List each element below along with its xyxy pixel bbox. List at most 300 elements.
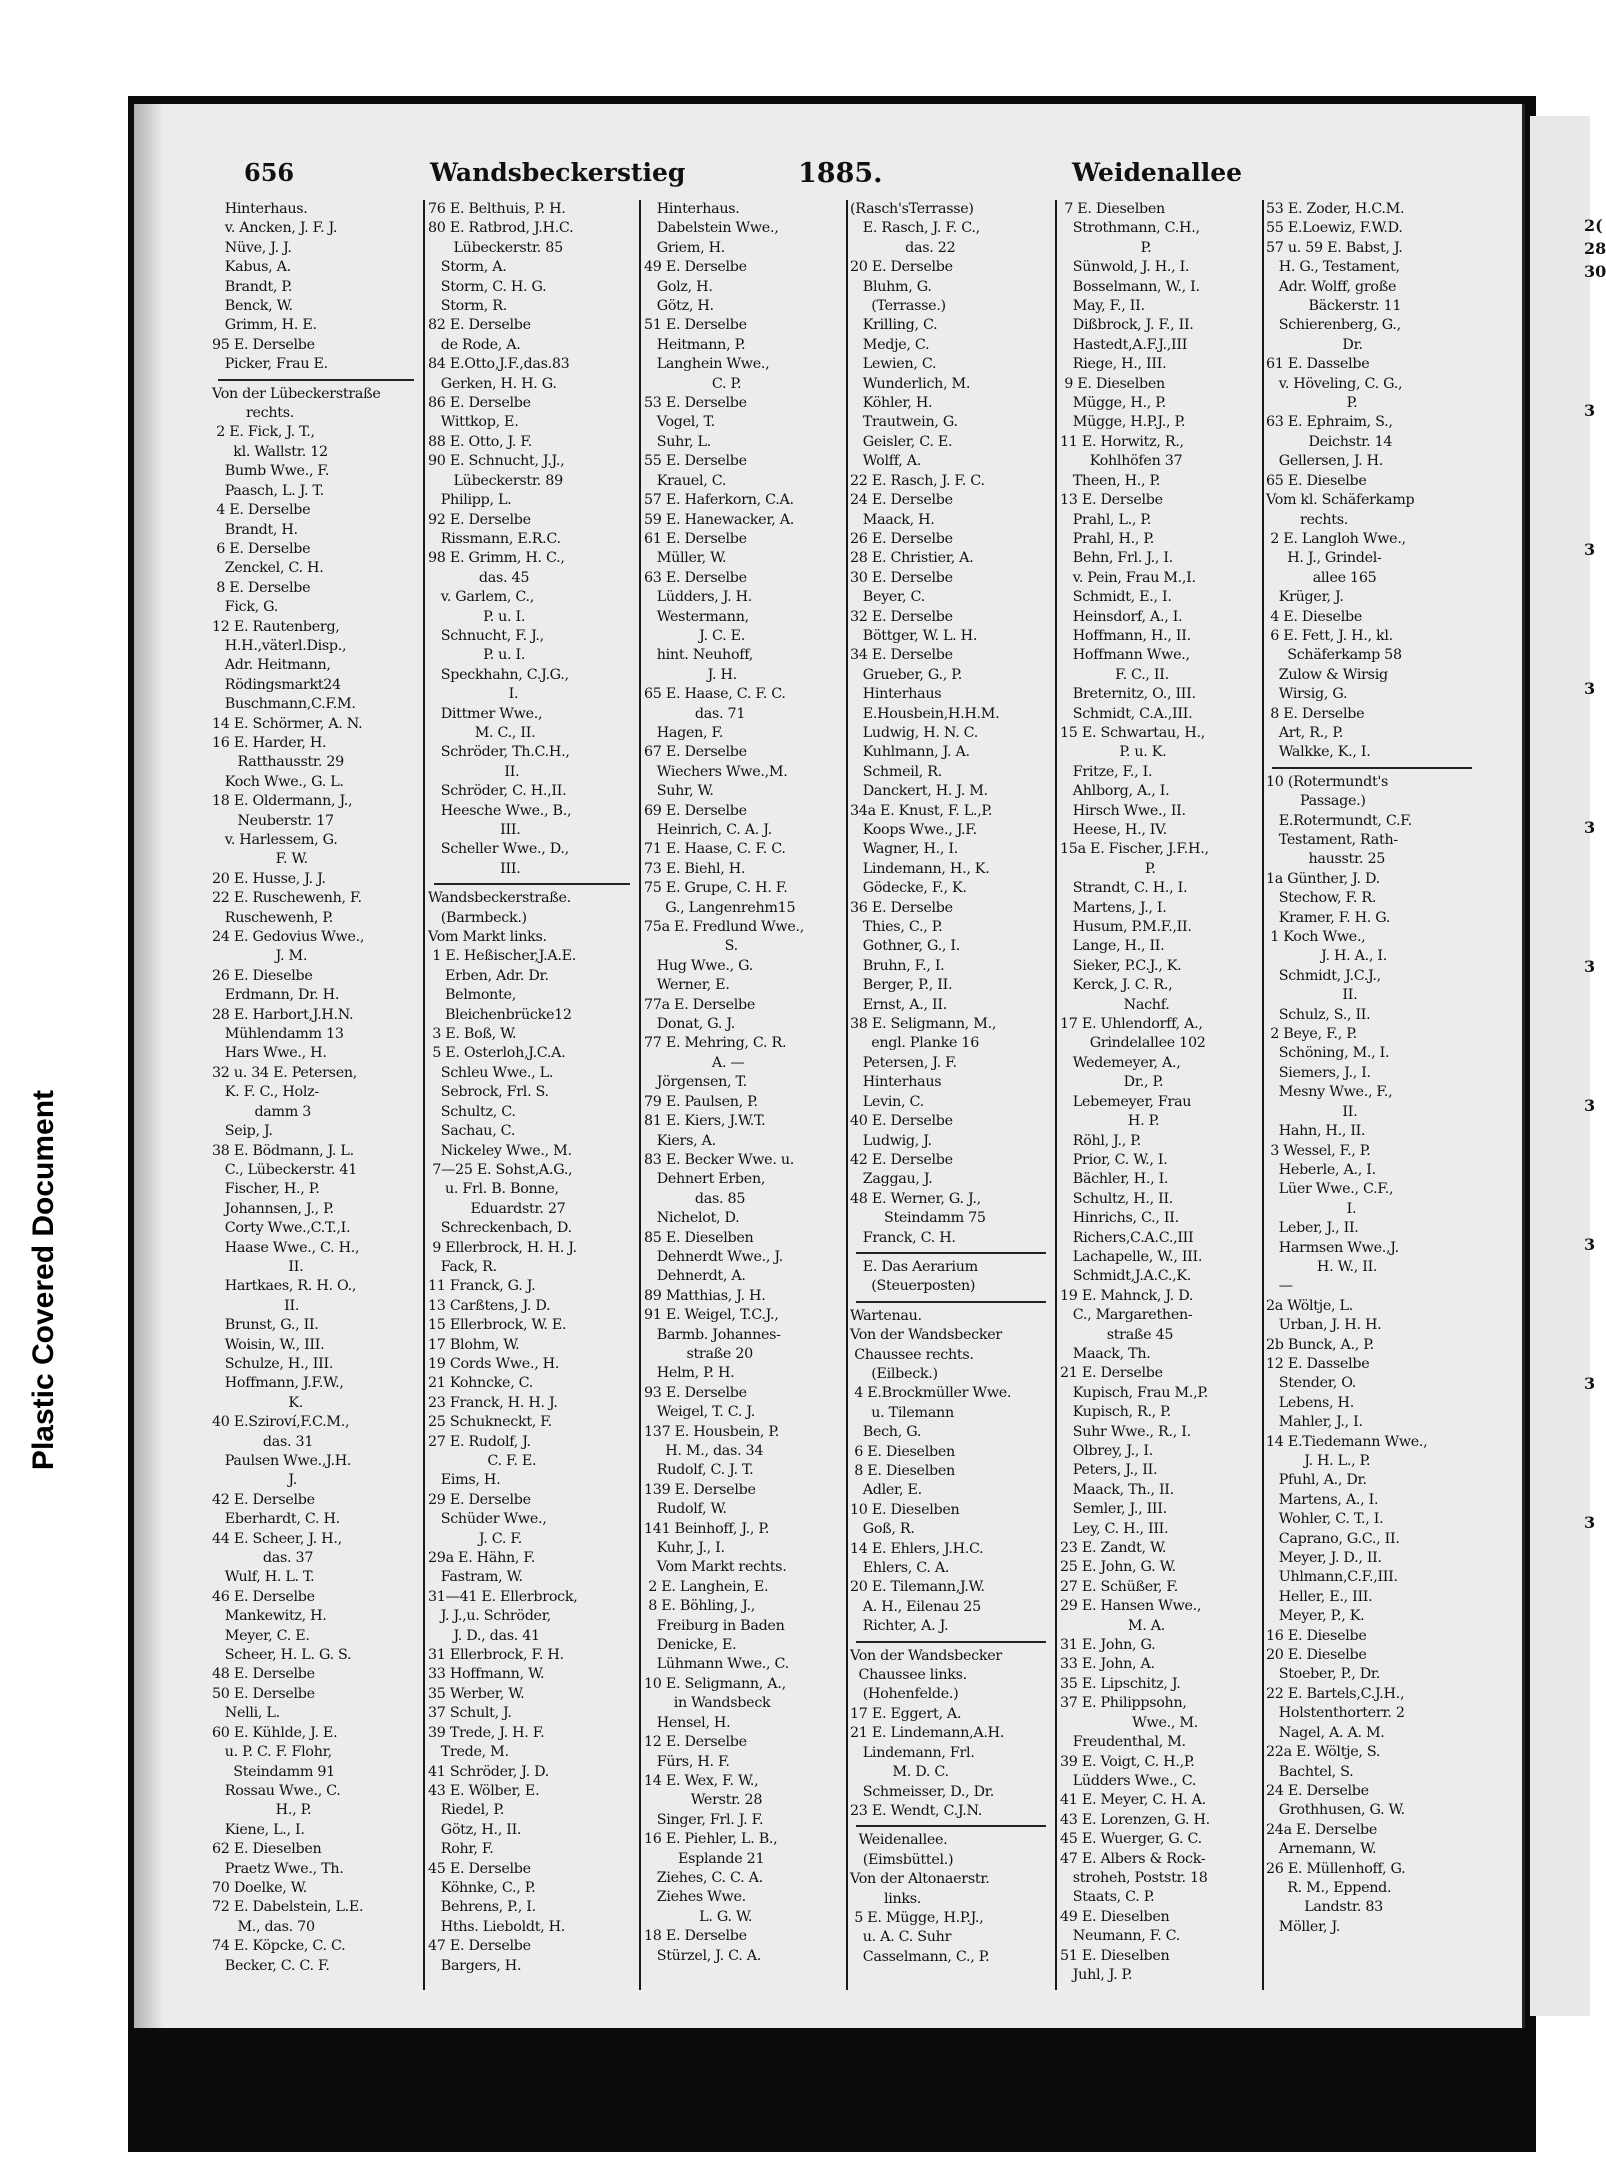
directory-entry-line: Trede, M. (428, 1744, 509, 1761)
directory-entry-line: 62 E. Dieselben (212, 1841, 322, 1858)
directory-entry-line: in Wandsbeck (644, 1695, 771, 1712)
directory-entry-line: Beyer, C. (850, 589, 925, 606)
directory-entry-line: Steindamm 91 (212, 1763, 335, 1780)
directory-entry-line: G., Langenrehm15 (644, 899, 796, 916)
directory-entry-line: P. u. I. (428, 608, 526, 625)
directory-entry-line: Heinsdorf, A., I. (1060, 608, 1183, 625)
directory-entry-line: 20 E. Husse, J. J. (212, 870, 326, 887)
directory-entry-line: Olbrey, J., I. (1060, 1443, 1153, 1459)
directory-entry-line: 141 Beinhoff, J., P. (644, 1520, 770, 1537)
directory-entry-line: Bachtel, S. (1266, 1763, 1354, 1780)
directory-entry-line: de Rode, A. (428, 336, 521, 353)
directory-entry-line: Vom Markt links. (428, 929, 547, 946)
directory-entry-line: 43 E. Wölber, E. (428, 1782, 540, 1799)
directory-entry-line: 5 E. Osterloh,J.C.A. (428, 1045, 566, 1062)
directory-entry-line: 22a E. Wöltje, S. (1266, 1744, 1381, 1761)
directory-entry-line: 16 E. Piehler, L. B., (644, 1831, 778, 1848)
directory-entry-line: 45 E. Derselbe (428, 1860, 531, 1877)
directory-entry-line: Langhein Wwe., (644, 356, 770, 373)
street-heading-right: Weidenallee (1072, 158, 1243, 187)
column-3 (644, 200, 844, 2000)
column-1 (212, 200, 420, 2000)
directory-entry-line: Erdmann, Dr. H. (212, 987, 340, 1004)
directory-entry-line: J. C. F. (428, 1530, 523, 1547)
directory-entry-line: Lewien, C. (850, 356, 937, 373)
directory-entry-line: Uhlmann,C.F.,III. (1266, 1569, 1398, 1586)
directory-entry-line: I. (428, 686, 519, 703)
directory-entry-line: Krauel, C. (644, 472, 727, 489)
directory-entry-line: Koch Wwe., G. L. (212, 773, 344, 790)
directory-entry-line: H.H.,väterl.Disp., (212, 637, 347, 654)
directory-entry-line: Richter, A. J. (850, 1618, 949, 1635)
directory-entry-line: das. 85 (644, 1190, 746, 1207)
directory-entry-line: H. J., Grindel- (1266, 550, 1382, 567)
directory-entry-line: Maack, Th., II. (1060, 1481, 1174, 1498)
directory-entry-line: kl. Wallstr. 12 (212, 443, 328, 460)
directory-entry-line: Schreckenbach, D. (428, 1220, 572, 1237)
directory-entry-line: 6 E. Derselbe (212, 540, 311, 557)
directory-entry-line: 28 E. Harbort,J.H.N. (212, 1006, 354, 1023)
directory-entry-line: Sünwold, J. H., I. (1060, 259, 1190, 276)
directory-entry-line: Kupisch, Frau M.,P. (1060, 1384, 1208, 1401)
directory-entry-line: Strothmann, C.H., (1060, 220, 1200, 237)
directory-entry-line: Wiechers Wwe.,M. (644, 763, 788, 780)
directory-entry-line: H. M., das. 34 (644, 1443, 764, 1459)
directory-entry-line: 27 E. Schüßer, F. (1060, 1578, 1178, 1595)
directory-entry-line: Dittmer Wwe., (428, 705, 543, 722)
directory-entry-line: Kerck, J. C. R., (1060, 977, 1173, 994)
directory-entry-line: J. M. (212, 948, 308, 965)
directory-entry-line: 137 E. Housbein, P. (644, 1423, 780, 1440)
directory-entry-line: Adler, E. (850, 1482, 922, 1499)
directory-entry-line: Storm, R. (428, 298, 507, 315)
directory-entry-line: P. (1060, 860, 1156, 877)
directory-entry-line: 51 E. Dieselben (1060, 1947, 1170, 1964)
section-divider (434, 883, 630, 885)
directory-entry-line: Vom Markt rechts. (644, 1559, 787, 1576)
directory-entry-line: Suhr Wwe., R., I. (1060, 1423, 1191, 1440)
directory-entry-line: 92 E. Derselbe (428, 511, 531, 528)
directory-entry-line: Schleu Wwe., L. (428, 1064, 554, 1081)
directory-entry-line: M. A. (1060, 1617, 1166, 1634)
directory-entry-line: Becker, C. C. F. (212, 1957, 330, 1974)
directory-entry-line: Meyer, J. D., II. (1266, 1550, 1382, 1567)
directory-entry-line: Lüer Wwe., C.F., (1266, 1181, 1394, 1198)
directory-entry-line: Mügge, H.P.J., P. (1060, 414, 1186, 431)
directory-entry-line: Hinterhaus (850, 686, 942, 703)
directory-entry-line: Zaggau, J. (850, 1171, 933, 1188)
directory-entry-line: Zenckel, C. H. (212, 560, 324, 577)
directory-entry-line: Woisin, W., III. (212, 1336, 325, 1353)
directory-entry-line: Ernst, A., II. (850, 996, 947, 1013)
directory-entry-line: C. P. (644, 375, 742, 392)
directory-entry-line: Grothhusen, G. W. (1266, 1802, 1405, 1819)
directory-entry-line: Bruhn, F., I. (850, 957, 945, 974)
directory-entry-line: Wulf, H. L. T. (212, 1569, 315, 1586)
directory-entry-line: Heller, E., III. (1266, 1588, 1373, 1605)
directory-entry-line: Dabelstein Wwe., (644, 220, 779, 237)
directory-entry-line: Heinrich, C. A. J. (644, 822, 772, 838)
directory-entry-line: 23 E. Wendt, C.J.N. (850, 1802, 983, 1819)
directory-entry-line: Hinrichs, C., II. (1060, 1210, 1179, 1227)
directory-entry-line: Rudolf, C. J. T. (644, 1462, 754, 1479)
directory-entry-line: Prahl, H., P. (1060, 530, 1155, 547)
directory-entry-line: das. 45 (428, 569, 530, 586)
section-divider (856, 1252, 1046, 1254)
directory-entry-line: 65 E. Dieselbe (1266, 472, 1367, 489)
directory-entry-line: v. Harlessem, G. (212, 832, 338, 848)
directory-entry-line: Storm, C. H. G. (428, 278, 547, 295)
directory-entry-line: 15a E. Fischer, J.F.H., (1060, 841, 1209, 858)
directory-entry-line: Harmsen Wwe.,J. (1266, 1239, 1399, 1256)
directory-entry-line: Heberle, A., I. (1266, 1161, 1376, 1178)
directory-entry-line: Hoffmann, J.F.W., (212, 1375, 344, 1392)
directory-entry-line: 8 E. Dieselben (850, 1463, 955, 1479)
directory-entry-line: 23 Franck, H. H. J. (428, 1394, 558, 1411)
next-page-fragment: 3 (1584, 1374, 1596, 1393)
directory-entry-line: 1a Günther, J. D. (1266, 870, 1380, 887)
directory-entry-line: 33 Hoffmann, W. (428, 1666, 545, 1683)
directory-entry-line: 37 E. Philippsohn, (1060, 1695, 1187, 1712)
directory-entry-line: III. (428, 860, 521, 877)
directory-entry-line: Hirsch Wwe., II. (1060, 802, 1186, 819)
directory-entry-line: A. — (644, 1054, 745, 1071)
side-label-text: Plastic Covered Document (27, 1089, 60, 1471)
directory-entry-line: 93 E. Derselbe (644, 1384, 747, 1401)
directory-entry-line: 5 E. Mügge, H.P.J., (850, 1909, 984, 1926)
directory-entry-line: 41 E. Meyer, C. H. A. (1060, 1792, 1206, 1809)
directory-entry-line: 31 E. John, G. (1060, 1637, 1156, 1654)
directory-entry-line: Leber, J., II. (1266, 1220, 1359, 1237)
directory-entry-line: 17 E. Uhlendorff, A., (1060, 1016, 1203, 1033)
directory-entry-line: Martens, A., I. (1266, 1491, 1379, 1508)
directory-entry-line: Esplande 21 (644, 1850, 765, 1867)
directory-entry-line: 39 Trede, J. H. F. (428, 1724, 545, 1741)
directory-entry-line: Hths. Lieboldt, H. (428, 1918, 566, 1935)
directory-entry-line: 39 E. Voigt, C. H.,P. (1060, 1753, 1195, 1770)
directory-entry-line: 38 E. Bödmann, J. L. (212, 1142, 354, 1159)
directory-entry-line: 2 E. Fick, J. T., (212, 424, 315, 441)
street-heading-left: Wandsbeckerstieg (430, 158, 686, 187)
directory-entry-line: 17 E. Eggert, A. (850, 1705, 962, 1722)
directory-entry-line: 15 E. Schwartau, H., (1060, 724, 1205, 741)
directory-entry-line: J. H. (644, 666, 737, 683)
directory-entry-line: Schöning, M., I. (1266, 1045, 1390, 1062)
directory-entry-line: Goß, R. (850, 1521, 915, 1538)
directory-entry-line: 73 E. Biehl, H. (644, 860, 746, 877)
directory-entry-line: Nagel, A. A. M. (1266, 1724, 1385, 1741)
column-rule (639, 200, 641, 1990)
directory-entry-line: hint. Neuhoff, (644, 647, 753, 664)
directory-entry-line: 19 E. Mahnck, J. D. (1060, 1287, 1194, 1304)
directory-entry-line: 74 E. Köpcke, C. C. (212, 1938, 346, 1955)
directory-entry-line: Schmidt, E., I. (1060, 589, 1172, 606)
section-divider (856, 1301, 1046, 1303)
directory-entry-line: P. u. K. (1060, 744, 1167, 761)
directory-entry-line: Scheer, H. L. G. S. (212, 1647, 352, 1664)
directory-entry-line: Grueber, G., P. (850, 666, 962, 683)
directory-entry-line: Hartkaes, R. H. O., (212, 1278, 357, 1295)
directory-entry-line: Landstr. 83 (1266, 1899, 1383, 1916)
directory-entry-line: Gellersen, J. H. (1266, 453, 1384, 470)
directory-entry-line: Eduardstr. 27 (428, 1200, 566, 1217)
directory-entry-line: Chaussee rechts. (850, 1346, 974, 1363)
directory-entry-line: Caprano, G.C., II. (1266, 1530, 1400, 1547)
directory-entry-line: Corty Wwe.,C.T.,I. (212, 1220, 351, 1237)
directory-entry-line: F. C., II. (1060, 666, 1169, 683)
directory-entry-line: Kramer, F. H. G. (1266, 909, 1391, 926)
directory-entry-line: Heesche Wwe., B., (428, 802, 572, 819)
directory-entry-line: Stechow, F. R. (1266, 890, 1377, 907)
directory-entry-line: Schäferkamp 58 (1266, 647, 1402, 664)
directory-entry-line: 14 E. Ehlers, J.H.C. (850, 1540, 984, 1557)
directory-entry-line: Dr., P. (1060, 1074, 1164, 1091)
directory-entry-line: 38 E. Seligmann, M., (850, 1016, 997, 1033)
directory-entry-line: C. F. E. (428, 1453, 537, 1469)
section-divider (856, 1641, 1046, 1643)
directory-entry-line: Schierenberg, G., (1266, 317, 1401, 334)
directory-entry-line: u. P. C. F. Flohr, (212, 1744, 332, 1761)
directory-entry-line: 34 E. Derselbe (850, 647, 953, 664)
directory-entry-line: 42 E. Derselbe (850, 1151, 953, 1168)
directory-entry-line: 90 E. Schnucht, J.J., (428, 453, 565, 470)
directory-entry-line: 24a E. Derselbe (1266, 1821, 1378, 1838)
directory-entry-line: 48 E. Werner, G. J., (850, 1190, 981, 1207)
directory-entry-line: — (1266, 1278, 1293, 1295)
directory-entry-line: E. Rasch, J. F. C., (850, 220, 980, 237)
directory-entry-line: Schröder, C. H.,II. (428, 783, 567, 800)
directory-entry-line: 13 E. Derselbe (1060, 492, 1163, 509)
directory-entry-line: H. W., II. (1266, 1258, 1378, 1275)
directory-entry-line: 11 Franck, G. J. (428, 1278, 536, 1295)
directory-entry-line: 50 E. Derselbe (212, 1685, 315, 1702)
directory-entry-line: Möller, J. (1266, 1918, 1341, 1935)
directory-entry-line: Chaussee links. (850, 1667, 967, 1684)
directory-entry-line: II. (428, 763, 520, 780)
directory-entry-line: Kiene, L., I. (212, 1821, 305, 1838)
directory-entry-line: Von der Altonaerstr. (850, 1871, 990, 1888)
directory-entry-line: Stender, O. (1266, 1375, 1357, 1392)
directory-entry-line: Ley, C. H., III. (1060, 1520, 1169, 1537)
directory-entry-line: (Barmbeck.) (428, 909, 527, 926)
directory-entry-line: II. (1266, 1103, 1358, 1120)
directory-entry-line: Deichstr. 14 (1266, 433, 1393, 450)
directory-entry-line: Sieker, P.C.J., K. (1060, 957, 1182, 974)
directory-entry-line: Lebens, H. (1266, 1394, 1354, 1411)
directory-entry-line: Brandt, H. (212, 521, 298, 538)
directory-entry-line: E.Rotermundt, C.F. (1266, 812, 1412, 829)
directory-entry-line: Koops Wwe., J.F. (850, 822, 977, 838)
directory-entry-line: 40 E.Sziroví,F.C.M., (212, 1414, 350, 1431)
directory-entry-line: Wartenau. (850, 1307, 922, 1324)
directory-entry-line: Mügge, H., P. (1060, 395, 1166, 412)
directory-entry-line: Von der Lübeckerstraße (212, 385, 381, 402)
next-page-fragment: 3 (1584, 1235, 1596, 1254)
directory-entry-line: Vom kl. Schäferkamp (1266, 492, 1415, 509)
directory-entry-line: 12 E. Rautenberg, (212, 618, 340, 635)
directory-entry-line: Ludwig, H. N. C. (850, 724, 979, 741)
directory-entry-line: II. (1266, 987, 1358, 1004)
directory-entry-line: Paulsen Wwe.,J.H. (212, 1453, 352, 1469)
directory-entry-line: Wagner, H., I. (850, 841, 958, 858)
directory-entry-line: 2b Bunck, A., P. (1266, 1336, 1374, 1353)
directory-entry-line: 61 E. Derselbe (644, 530, 747, 547)
directory-entry-line: Kiers, A. (644, 1132, 716, 1149)
directory-entry-line: Seip, J. (212, 1123, 273, 1140)
directory-entry-line: 35 Werber, W. (428, 1685, 525, 1702)
directory-entry-line: Wittkop, E. (428, 414, 519, 431)
directory-entry-line: Schulze, H., III. (212, 1355, 334, 1372)
directory-entry-line: C., Margarethen- (1060, 1307, 1193, 1324)
directory-entry-line: links. (850, 1890, 922, 1907)
directory-entry-line: Fastram, W. (428, 1569, 523, 1586)
directory-entry-line: (Steuerposten) (850, 1278, 976, 1295)
directory-entry-line: 26 E. Derselbe (850, 530, 953, 547)
directory-entry-line: 88 E. Otto, J. F. (428, 433, 533, 450)
directory-entry-line: 33 E. John, A. (1060, 1656, 1155, 1673)
directory-entry-line: 11 E. Horwitz, R., (1060, 433, 1184, 450)
directory-entry-line: rechts. (212, 405, 294, 422)
directory-entry-line: 6 E. Fett, J. H., kl. (1266, 627, 1393, 644)
directory-entry-line: 7—25 E. Sohst,A.G., (428, 1161, 573, 1178)
directory-entry-line: Prahl, L., P. (1060, 511, 1152, 528)
directory-entry-line: 76 E. Belthuis, P. H. (428, 201, 566, 217)
directory-entry-line: Lübeckerstr. 89 (428, 472, 563, 489)
directory-entry-line: 98 E. Grimm, H. C., (428, 550, 565, 567)
directory-entry-line: 77a E. Derselbe (644, 996, 756, 1013)
directory-entry-line: Testament, Rath- (1266, 832, 1398, 848)
directory-entry-line: L. G. W. (644, 1908, 753, 1925)
directory-entry-line: Arnemann, W. (1266, 1841, 1377, 1858)
directory-entry-line: 6 E. Dieselben (850, 1443, 955, 1460)
directory-entry-line: hausstr. 25 (1266, 851, 1386, 868)
directory-entry-line: 82 E. Derselbe (428, 317, 531, 334)
directory-entry-line: Wolff, A. (850, 453, 921, 470)
directory-entry-line: Götz, H. (644, 298, 714, 315)
directory-entry-line: P. (1266, 395, 1358, 412)
directory-entry-line: Sebrock, Frl. S. (428, 1084, 549, 1101)
directory-entry-line: 72 E. Dabelstein, L.E. (212, 1899, 364, 1916)
directory-entry-line: Kuhlmann, J. A. (850, 744, 970, 761)
directory-entry-line: v. Pein, Frau M.,I. (1060, 569, 1196, 586)
directory-entry-line: Fischer, H., P. (212, 1181, 320, 1198)
directory-entry-line: Bäckerstr. 11 (1266, 298, 1402, 315)
directory-entry-line: Lebemeyer, Frau (1060, 1093, 1192, 1110)
directory-entry-line: J. (212, 1472, 297, 1489)
directory-entry-line: Rohr, F. (428, 1841, 494, 1858)
directory-entry-line: Rossau Wwe., C. (212, 1782, 341, 1799)
directory-entry-line: Neuberstr. 17 (212, 812, 334, 829)
directory-entry-line: Mankewitz, H. (212, 1608, 327, 1625)
directory-entry-line: Hoffmann, H., II. (1060, 627, 1191, 644)
directory-entry-line: Johannsen, J., P. (212, 1200, 334, 1217)
directory-entry-line: 30 E. Derselbe (850, 569, 953, 586)
directory-entry-line: Behn, Frl. J., I. (1060, 550, 1173, 567)
directory-entry-line: Holstenthorterr. 2 (1266, 1705, 1405, 1722)
directory-entry-line: Art, R., P. (1266, 724, 1344, 741)
directory-entry-line: Krilling, C. (850, 317, 938, 334)
directory-entry-line: Bargers, H. (428, 1957, 522, 1974)
directory-entry-line: Weidenallee. (850, 1832, 948, 1849)
side-label (14, 1020, 74, 1540)
directory-entry-line: Ehlers, C. A. (850, 1560, 950, 1577)
directory-entry-line: J. D., das. 41 (428, 1627, 540, 1644)
directory-entry-line: Lindemann, Frl. (850, 1744, 975, 1761)
directory-entry-line: Bluhm, G. (850, 278, 932, 295)
directory-entry-line: 47 E. Derselbe (428, 1938, 531, 1955)
directory-entry-line: Ludwig, J. (850, 1132, 932, 1149)
directory-entry-line: Nachf. (1060, 996, 1170, 1013)
directory-entry-line: 2 E. Langloh Wwe., (1266, 530, 1406, 547)
next-page-fragment: 3 (1584, 1513, 1596, 1532)
directory-entry-line: Schmidt,J.A.C.,K. (1060, 1268, 1191, 1285)
directory-entry-line: Urban, J. H. H. (1266, 1317, 1382, 1334)
directory-entry-line: 45 E. Wuerger, G. C. (1060, 1831, 1202, 1848)
directory-entry-line: 57 u. 59 E. Babst, J. (1266, 239, 1403, 256)
directory-entry-line: (Eimsbüttel.) (850, 1851, 954, 1868)
directory-entry-line: (Terrasse.) (850, 298, 946, 315)
directory-entry-line: Richers,C.A.C.,III (1060, 1229, 1194, 1246)
column-rule (423, 200, 425, 1990)
directory-entry-line: 8 E. Derselbe (212, 579, 311, 596)
directory-entry-line: 4 E. Derselbe (212, 502, 311, 519)
directory-entry-line: v. Garlem, C., (428, 589, 534, 606)
directory-entry-line: 60 E. Kühlde, J. E. (212, 1724, 338, 1741)
directory-entry-line: 24 E. Gedovius Wwe., (212, 929, 365, 946)
directory-entry-line: Wohler, C. T., I. (1266, 1511, 1384, 1528)
directory-entry-line: Wunderlich, M. (850, 375, 971, 392)
directory-entry-line: H. G., Testament, (1266, 259, 1400, 276)
directory-entry-line: 3 Wessel, F., P. (1266, 1142, 1371, 1159)
directory-entry-line: 8 E. Derselbe (1266, 705, 1365, 722)
directory-entry-line: 17 Blohm, W. (428, 1336, 520, 1353)
directory-entry-line: Peters, J., II. (1060, 1462, 1158, 1479)
directory-entry-line: (Hohenfelde.) (850, 1686, 959, 1703)
directory-entry-line: 22 E. Bartels,C.J.H., (1266, 1685, 1405, 1702)
directory-entry-line: 31 Ellerbrock, F. H. (428, 1647, 564, 1664)
directory-entry-line: Hoffmann Wwe., (1060, 647, 1190, 664)
directory-entry-line: Meyer, C. E. (212, 1627, 310, 1644)
directory-entry-line: Neumann, F. C. (1060, 1928, 1181, 1945)
directory-entry-line: Schmeil, R. (850, 763, 943, 780)
directory-entry-line: Trautwein, G. (850, 414, 958, 431)
directory-entry-line: Singer, Frl. J. F. (644, 1811, 764, 1828)
directory-entry-line: Passage.) (1266, 793, 1366, 810)
directory-entry-line: Suhr, W. (644, 783, 714, 800)
directory-entry-line: M., das. 70 (212, 1918, 315, 1935)
directory-entry-line: Bumb Wwe., F. (212, 463, 330, 480)
next-page-fragment: 3 (1584, 679, 1596, 698)
directory-entry-line: 9 E. Dieselben (1060, 375, 1165, 392)
directory-entry-line: II. (212, 1297, 300, 1314)
directory-entry-line: Vogel, T. (644, 414, 715, 431)
directory-entry-line: Adr. Wolff, große (1266, 278, 1397, 295)
directory-entry-line: Martens, J., I. (1060, 899, 1167, 916)
directory-entry-line: 10 E. Seligmann, A., (644, 1675, 786, 1692)
section-divider (218, 379, 414, 381)
directory-entry-line: Belmonte, (428, 987, 516, 1004)
directory-entry-line: 2a Wöltje, L. (1266, 1297, 1353, 1314)
directory-entry-line: 12 E. Derselbe (644, 1734, 747, 1751)
directory-entry-line: Ratthausstr. 29 (212, 754, 344, 771)
directory-entry-line: 53 E. Derselbe (644, 395, 747, 412)
column-2 (428, 200, 636, 2000)
directory-entry-line: Ziehes, C. C. A. (644, 1869, 763, 1886)
directory-entry-line: 22 E. Rasch, J. F. C. (850, 472, 985, 489)
directory-entry-line: J. J.,u. Schröder, (428, 1608, 551, 1625)
directory-entry-line: R. M., Eppend. (1266, 1879, 1392, 1896)
directory-entry-line: Rudolf, W. (644, 1501, 727, 1518)
